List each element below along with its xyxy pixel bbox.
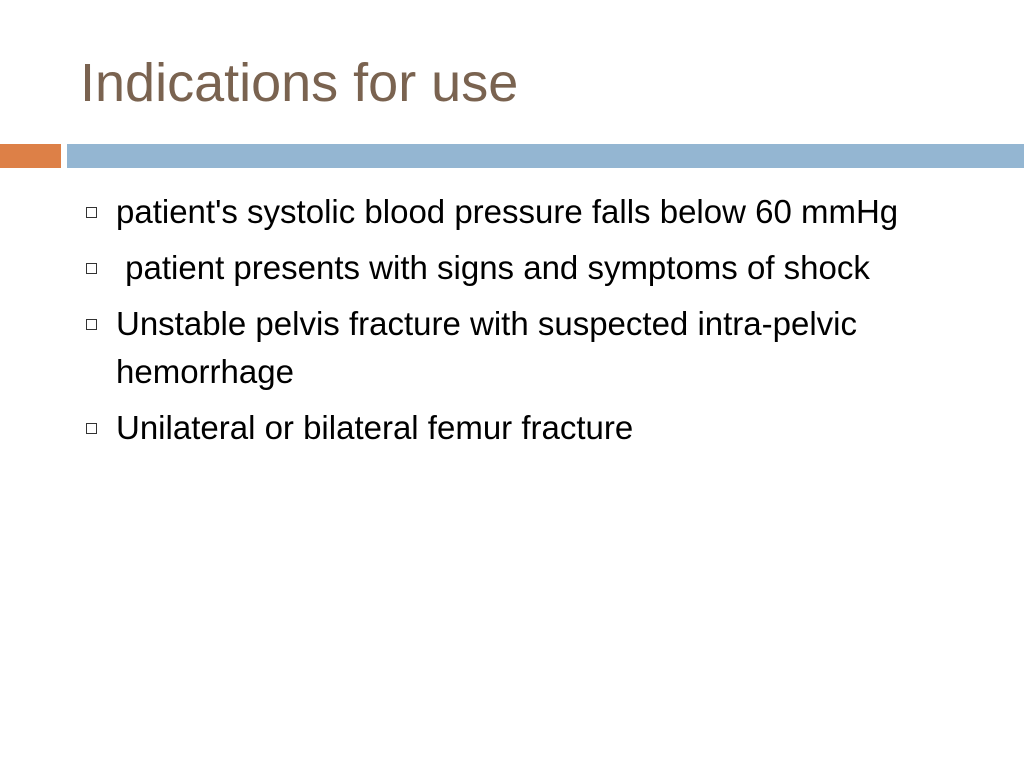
hollow-square-icon bbox=[86, 319, 97, 330]
list-item bbox=[80, 188, 970, 236]
list-item bbox=[80, 404, 970, 452]
bullet-list bbox=[80, 188, 970, 460]
list-item bbox=[80, 300, 970, 396]
hollow-square-icon bbox=[86, 263, 97, 274]
bullet-text: patient's systolic blood pressure falls below 60 mmHg bbox=[116, 193, 899, 230]
list-item bbox=[80, 244, 970, 292]
bullet-text: Unilateral or bilateral femur fracture bbox=[116, 409, 634, 446]
bullet-text: patient presents with signs and symptoms of shock bbox=[125, 249, 870, 286]
hollow-square-icon bbox=[86, 207, 97, 218]
bullet-text: Unstable pelvis fracture with suspected intra-pelvic hemorrhage bbox=[116, 305, 858, 390]
hollow-square-icon bbox=[86, 423, 97, 434]
slide-title: Indications for use bbox=[80, 53, 519, 113]
orange-accent-bar bbox=[0, 144, 61, 168]
blue-accent-bar bbox=[67, 144, 1024, 168]
